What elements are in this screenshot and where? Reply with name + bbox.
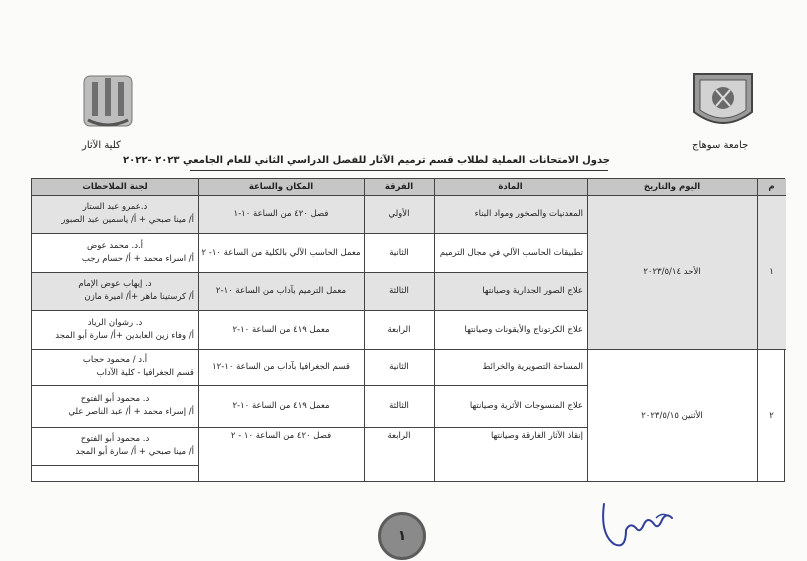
row-1-level: الأولي bbox=[364, 195, 434, 233]
group-1-num: ١ bbox=[757, 195, 786, 349]
grid-line bbox=[32, 427, 587, 428]
row-1-subject: المعدنيات والصخور ومواد البناء bbox=[434, 195, 587, 233]
group-2-day: الأثنين ٢٠٢٣/٥/١٥ bbox=[641, 410, 703, 421]
row-2-supervisor: أ.د. محمد عوض bbox=[86, 240, 144, 251]
row-6-committee bbox=[32, 385, 198, 427]
row-4-assistants: أ/ وفاء زين العابدين +أ/ سارة أبو المجد bbox=[55, 330, 194, 341]
header-place: المكان والساعة bbox=[198, 179, 364, 195]
row-5-supervisor: أ.د / محمود حجاب bbox=[82, 355, 148, 365]
header-subject: المادة bbox=[434, 179, 587, 195]
row-1-assistants: أ/ مينا صبحي + أ/ ياسمين عبد الصبور bbox=[61, 215, 194, 225]
row-4-place: معمل ٤١٩ من الساعة ١٠-٢ bbox=[232, 324, 330, 335]
faculty-caption: كلية الآثار bbox=[82, 140, 121, 151]
row-5-place: قسم الجغرافيا بآداب من الساعة ١٠-١٢ bbox=[212, 362, 350, 372]
row-7-supervisor: د. محمود أبو الفتوح bbox=[80, 434, 150, 444]
row-6-assistants: أ/ إسراء محمد + أ/ عبد الناصر علي bbox=[68, 407, 194, 417]
row-2-assistants: أ/ اسراء محمد + أ/ حسام رجب bbox=[81, 253, 194, 264]
row-7-subject: إنقاذ الآثار الغارقة وصيانتها bbox=[490, 431, 583, 441]
grid-line bbox=[32, 385, 587, 386]
row-2-level: الثانية bbox=[389, 247, 409, 258]
page-number-badge: ١ bbox=[378, 512, 426, 560]
row-5-committee bbox=[32, 349, 198, 385]
row-2-committee bbox=[32, 233, 198, 272]
grid-line bbox=[434, 179, 435, 481]
signature bbox=[596, 494, 686, 554]
row-1-supervisor: د.عمرو عبد الستار bbox=[82, 202, 148, 212]
row-2-subject: تطبيقات الحاسب الآلي في مجال الترميم bbox=[439, 247, 583, 258]
row-4-committee bbox=[32, 310, 198, 349]
university-caption: جامعة سوهاج bbox=[692, 140, 749, 151]
grid-line bbox=[32, 272, 587, 273]
header-num: م bbox=[757, 179, 786, 195]
row-1-committee bbox=[32, 195, 198, 233]
row-3-committee bbox=[32, 272, 198, 310]
grid-line bbox=[32, 195, 786, 196]
header-day: اليوم والتاريخ bbox=[587, 179, 757, 195]
grid-line bbox=[757, 179, 758, 481]
row-4-subject: علاج الكرتوناج والأيقونات وصيانتها bbox=[464, 324, 583, 335]
row-6-place: معمل ٤١٩ من الساعة ١٠-٢ bbox=[232, 401, 330, 411]
grid-line bbox=[587, 179, 588, 481]
row-3-subject: علاج الصور الجدارية وصيانتها bbox=[434, 272, 587, 310]
row-4-level: الرابعة bbox=[387, 324, 411, 335]
row-1-place: فصل ٤٢٠ من الساعة ١٠-١ bbox=[198, 195, 364, 233]
title-underline bbox=[190, 170, 608, 171]
row-7-level: الرابعة bbox=[387, 431, 411, 441]
grid-line bbox=[32, 310, 587, 311]
header-committee: لجنة الملاحظات bbox=[32, 179, 198, 195]
row-3-level: الثالثة bbox=[364, 272, 434, 310]
grid-line bbox=[32, 465, 198, 466]
faculty-logo bbox=[78, 72, 138, 134]
grid-line bbox=[32, 233, 587, 234]
row-7-committee bbox=[32, 427, 198, 465]
row-2-place: معمل الحاسب الآلي بالكلية من الساعة ١٠- ٢ bbox=[201, 247, 361, 258]
group-1-day: الأحد ٢٠٢٣/٥/١٤ bbox=[587, 195, 757, 349]
grid-line bbox=[364, 179, 365, 481]
page-title: جدول الامتحانات العملية لطلاب قسم ترميم الآثار للفصل الدراسي الثاني للعام الجامعي ٢٠٢٣ -٢٠٢٢ bbox=[123, 155, 610, 166]
row-3-place: معمل الترميم بآداب من الساعة ١٠-٢ bbox=[198, 272, 364, 310]
row-4-supervisor: د. رشوان الرياد bbox=[87, 317, 143, 328]
row-5-subject: المساحة التصويرية والخرائط bbox=[482, 362, 583, 372]
row-6-level: الثالثة bbox=[389, 401, 409, 411]
university-logo bbox=[688, 68, 758, 136]
row-3-supervisor: د. إيهاب عوض الإمام bbox=[78, 279, 152, 289]
row-5-level: الثانية bbox=[389, 362, 409, 372]
grid-line bbox=[198, 179, 199, 481]
row-3-assistants: أ/ كرستينا ماهر +أ/ اميرة مازن bbox=[84, 292, 194, 302]
grid-line bbox=[32, 349, 786, 350]
row-7-place: فصل ٤٢٠ من الساعة ١٠ - ٢ bbox=[230, 431, 332, 441]
row-6-supervisor: د. محمود أبو الفتوح bbox=[80, 394, 150, 404]
row-5-department: قسم الجغرافيا - كلية الآداب bbox=[96, 368, 194, 378]
group-2-num: ٢ bbox=[769, 410, 774, 421]
exam-schedule-table bbox=[31, 178, 785, 482]
header-level: الفرقة bbox=[364, 179, 434, 195]
row-7-assistants: أ/ مينا صبحي + أ/ سارة أبو المجد bbox=[75, 447, 194, 457]
row-6-subject: علاج المنسوجات الأثرية وصيانتها bbox=[469, 401, 583, 411]
